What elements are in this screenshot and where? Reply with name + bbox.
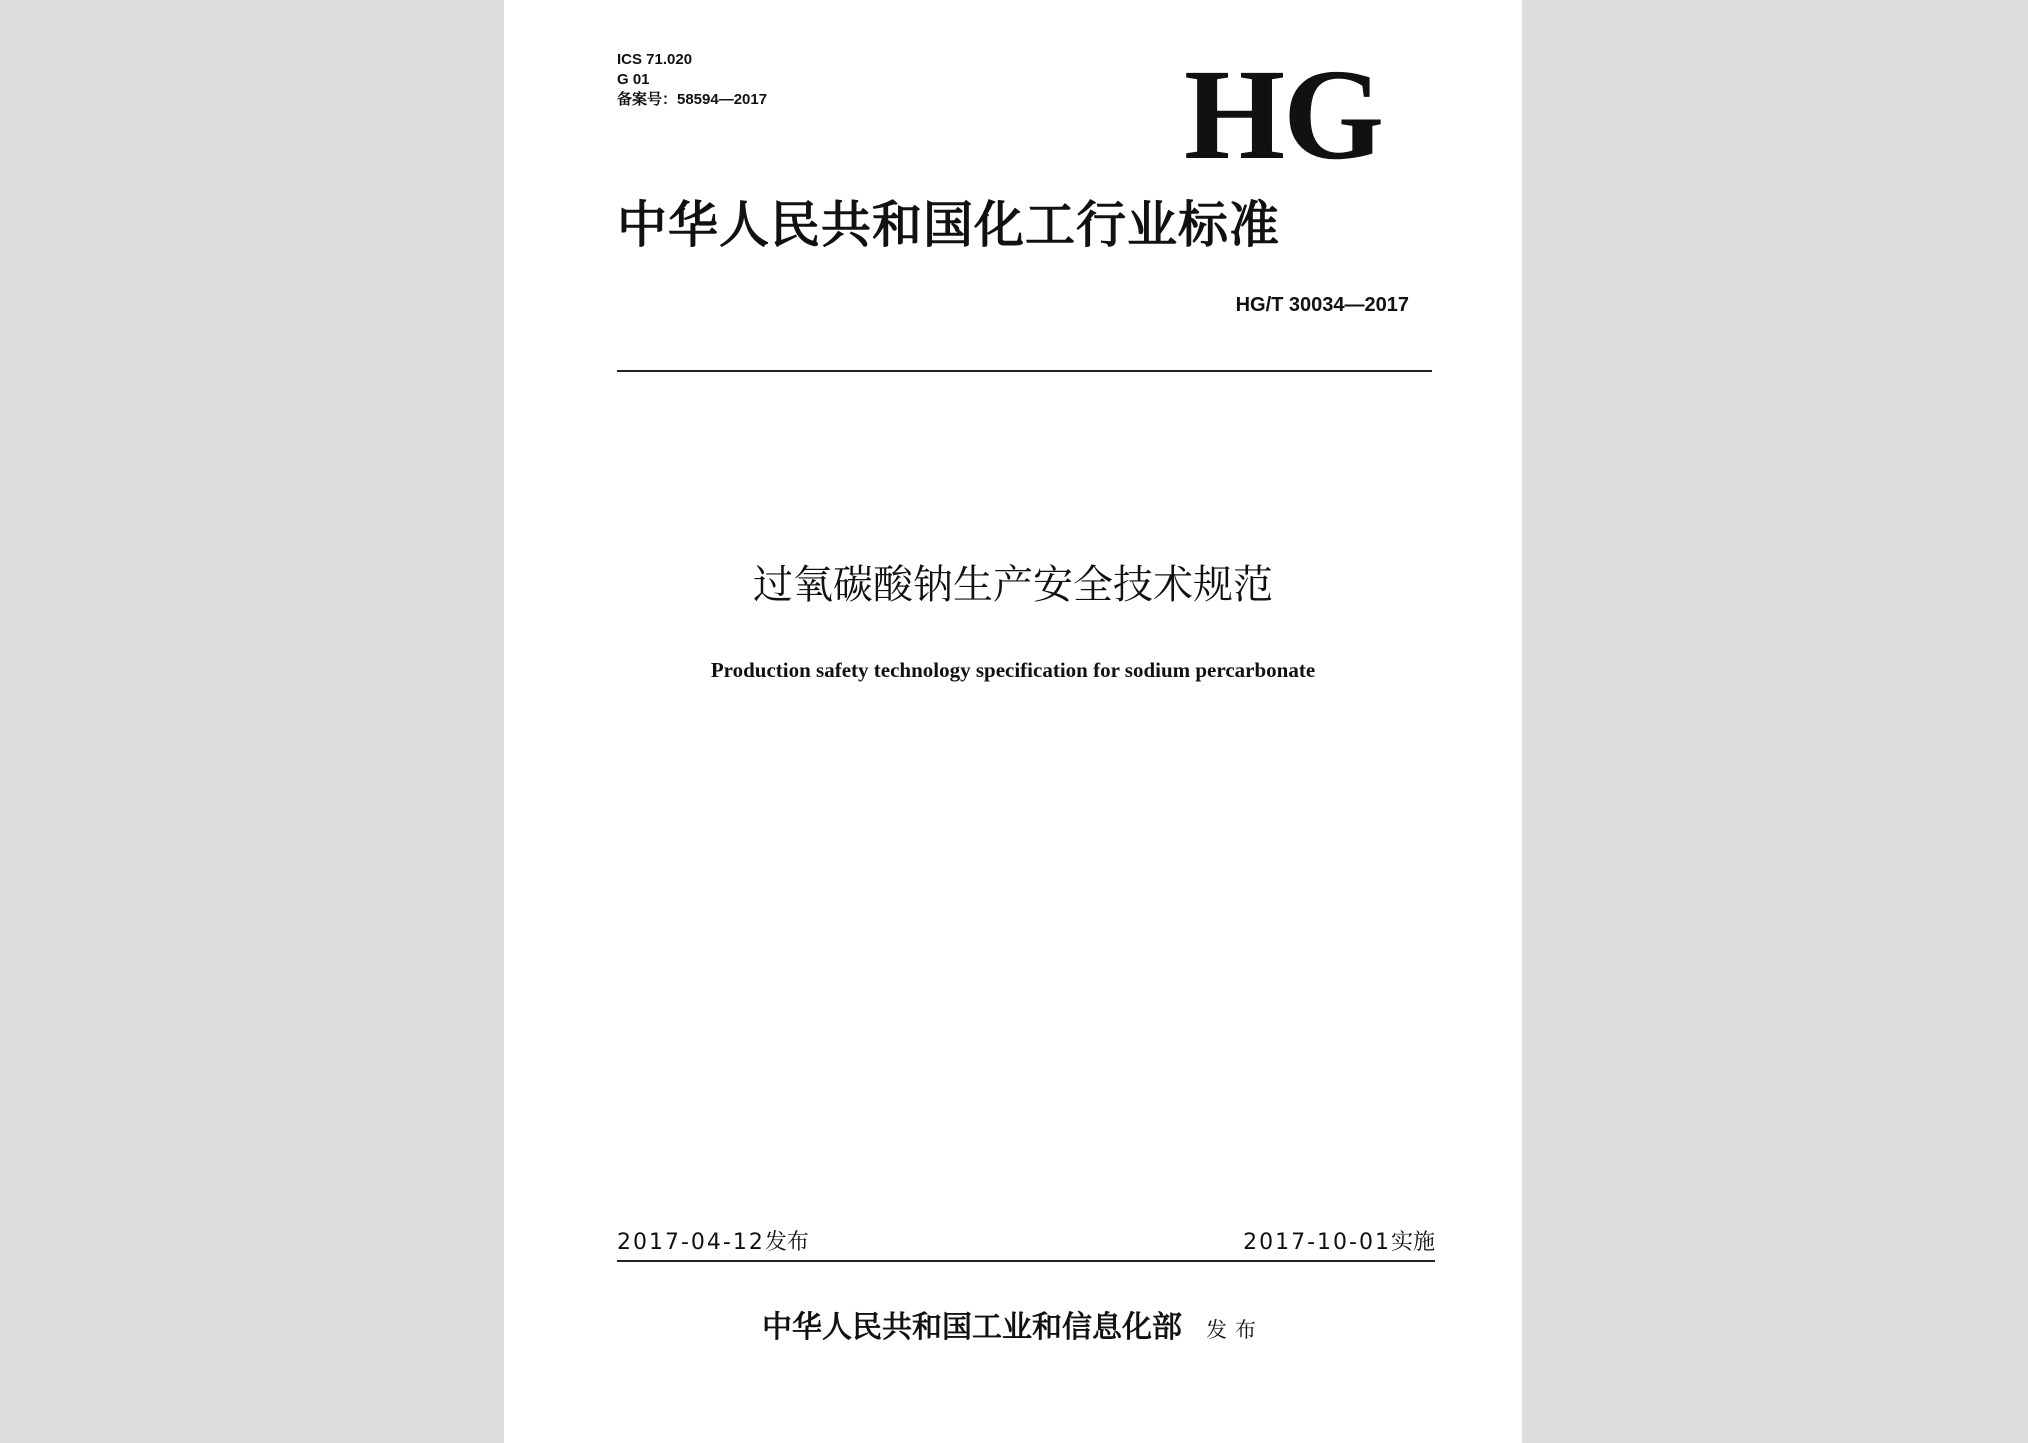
record-number: 备案号：58594—2017: [617, 91, 768, 108]
publisher-name: 中华人民共和国工业和信息化部: [762, 1310, 1182, 1345]
document-title-english: Production safety technology specification for sodium percarbonate: [710, 658, 1316, 682]
document-page: [504, 0, 1522, 1443]
implement-label: 实施: [1390, 1230, 1435, 1255]
bottom-divider: [617, 1260, 1435, 1262]
publisher-suffix: 发布: [1206, 1318, 1264, 1342]
date-row: [617, 1228, 1435, 1258]
issue-date-group: [617, 1228, 809, 1258]
implement-date: 2017-10-01: [1243, 1230, 1391, 1255]
standard-number: HG/T 30034—2017: [1235, 294, 1409, 316]
standard-type-title: 中华人民共和国化工行业标准: [617, 196, 1280, 254]
publisher-line: [504, 1308, 1522, 1350]
implement-date-group: [1243, 1228, 1435, 1258]
classification-block: [617, 50, 767, 110]
ccs-code: G 01: [617, 71, 650, 88]
issue-label: 发布: [764, 1230, 809, 1255]
standard-code-letters: HG: [1184, 43, 1383, 187]
ics-code: ICS 71.020: [617, 51, 693, 68]
document-title-chinese: 过氧碳酸钠生产安全技术规范: [753, 562, 1273, 608]
top-divider: [617, 370, 1432, 372]
issue-date: 2017-04-12: [617, 1230, 765, 1255]
